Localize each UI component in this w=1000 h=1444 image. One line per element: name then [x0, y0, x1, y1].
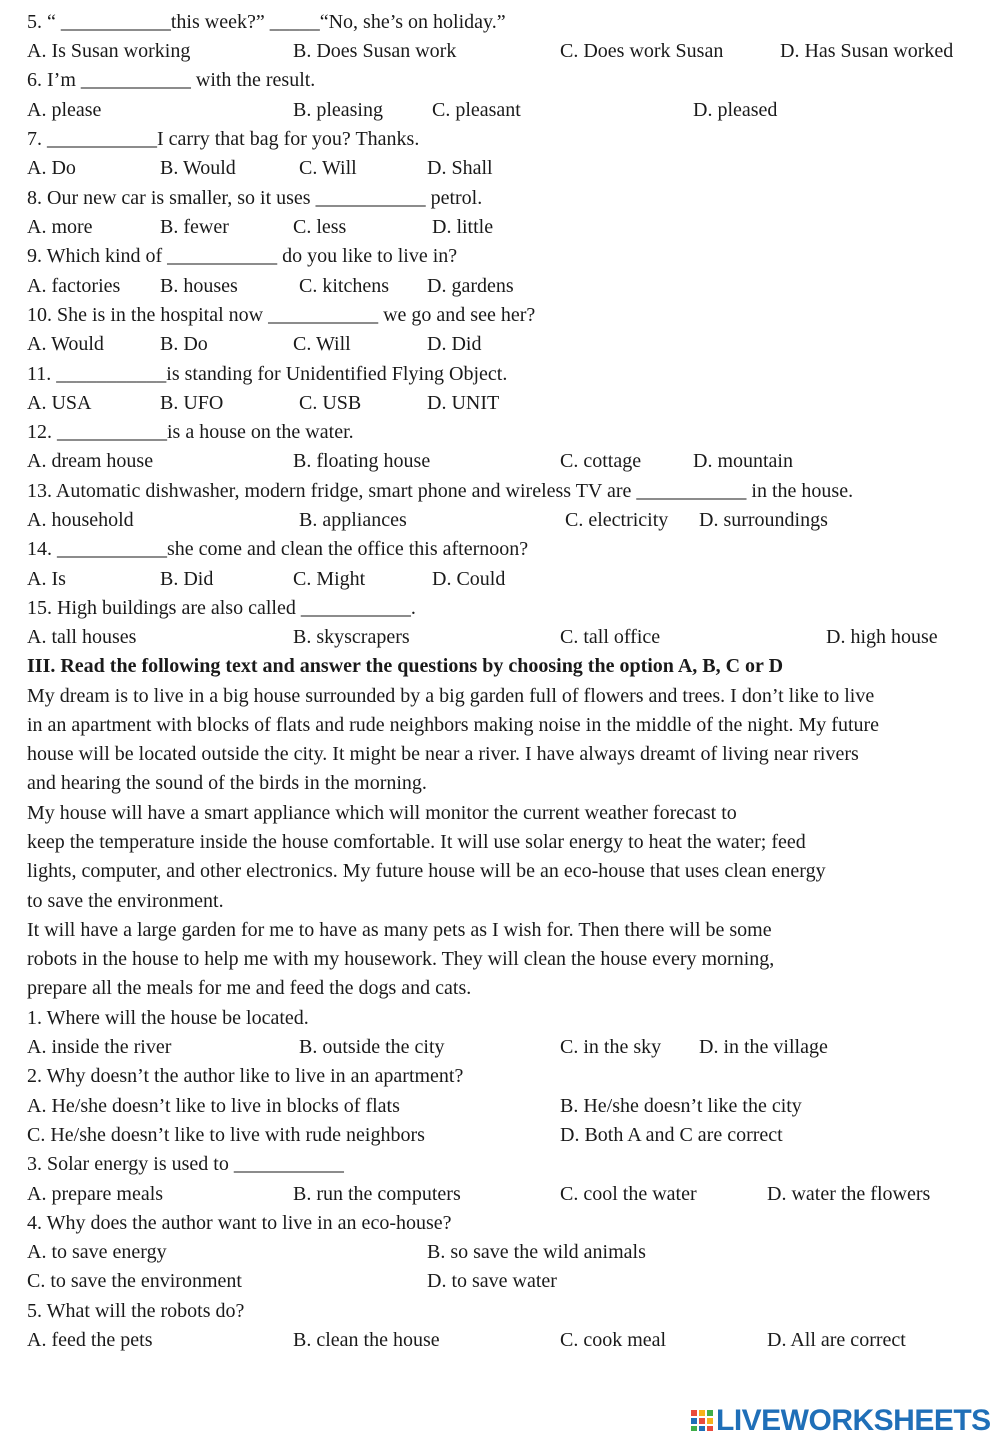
option-b[interactable]: B. Does Susan work	[293, 40, 457, 62]
option-b[interactable]: B. floating house	[293, 450, 431, 472]
option-c[interactable]: C. Might	[293, 568, 366, 590]
question-stem: 7. ___________I carry that bag for you? Thanks.	[27, 128, 420, 150]
passage-line: My house will have a smart appliance which will monitor the current weather forecast to	[27, 802, 737, 824]
option-c[interactable]: C. cool the water	[560, 1183, 697, 1205]
option-a[interactable]: A. prepare meals	[27, 1183, 164, 1205]
option-d[interactable]: D. Has Susan worked	[780, 40, 954, 62]
question-stem: 6. I’m ___________ with the result.	[27, 69, 316, 91]
question-stem: 12. ___________is a house on the water.	[27, 421, 354, 443]
option-b[interactable]: B. run the computers	[293, 1183, 461, 1205]
option-b[interactable]: B. so save the wild animals	[427, 1241, 646, 1263]
question-stem: 10. She is in the hospital now ___________ we go and see her?	[27, 304, 536, 326]
option-c[interactable]: C. Will	[299, 157, 357, 179]
option-a[interactable]: A. tall houses	[27, 626, 137, 648]
section-heading: III. Read the following text and answer the questions by choosing the option A, B, C or D	[27, 655, 784, 677]
passage-line: It will have a large garden for me to have as many pets as I wish for. Then there will be some	[27, 919, 772, 941]
option-d[interactable]: D. pleased	[693, 99, 778, 121]
option-a[interactable]: A. more	[27, 216, 93, 238]
passage-line: robots in the house to help me with my housework. They will clean the house every morning,	[27, 948, 775, 970]
question-stem: 8. Our new car is smaller, so it uses ___________ petrol.	[27, 187, 483, 209]
option-a[interactable]: A. inside the river	[27, 1036, 172, 1058]
question-stem: 4. Why does the author want to live in an eco-house?	[27, 1212, 452, 1234]
passage-line: in an apartment with blocks of flats and rude neighbors making noise in the middle of the night. My future	[27, 714, 880, 736]
option-b[interactable]: B. skyscrapers	[293, 626, 410, 648]
option-c[interactable]: C. He/she doesn’t like to live with rude neighbors	[27, 1124, 425, 1146]
option-a[interactable]: A. Do	[27, 157, 76, 179]
option-c[interactable]: C. Will	[293, 333, 351, 355]
option-c[interactable]: C. cook meal	[560, 1329, 667, 1351]
option-b[interactable]: B. pleasing	[293, 99, 383, 121]
option-a[interactable]: A. Is Susan working	[27, 40, 191, 62]
option-b[interactable]: B. UFO	[160, 392, 224, 414]
passage-line: and hearing the sound of the birds in the morning.	[27, 772, 427, 794]
question-stem: 5. “ ___________this week?” _____“No, she’s on holiday.”	[27, 11, 506, 33]
option-c[interactable]: C. in the sky	[560, 1036, 662, 1058]
option-a[interactable]: A. USA	[27, 392, 92, 414]
passage-line: lights, computer, and other electronics. My future house will be an eco-house that uses clean energy	[27, 860, 826, 882]
option-c[interactable]: C. electricity	[565, 509, 669, 531]
question-stem: 14. ___________she come and clean the office this afternoon?	[27, 538, 529, 560]
option-b[interactable]: B. houses	[160, 275, 238, 297]
option-d[interactable]: D. Both A and C are correct	[560, 1124, 783, 1146]
option-d[interactable]: D. mountain	[693, 450, 793, 472]
option-a[interactable]: A. please	[27, 99, 102, 121]
option-a[interactable]: A. Would	[27, 333, 104, 355]
option-b[interactable]: B. appliances	[299, 509, 407, 531]
option-d[interactable]: D. Could	[432, 568, 506, 590]
question-stem: 11. ___________is standing for Unidentified Flying Object.	[27, 363, 508, 385]
question-stem: 13. Automatic dishwasher, modern fridge, smart phone and wireless TV are ___________ in the house.	[27, 480, 854, 502]
passage-line: house will be located outside the city. It might be near a river. I have always dreamt of living near rivers	[27, 743, 859, 765]
option-c[interactable]: C. to save the environment	[27, 1270, 242, 1292]
option-b[interactable]: B. outside the city	[299, 1036, 445, 1058]
option-a[interactable]: A. dream house	[27, 450, 154, 472]
passage-line: My dream is to live in a big house surrounded by a big garden full of flowers and trees. I don’t like to live	[27, 685, 875, 707]
option-d[interactable]: D. Did	[427, 333, 482, 355]
liveworksheets-brand: LIVEWORKSHEETS	[716, 1404, 991, 1437]
option-c[interactable]: C. tall office	[560, 626, 661, 648]
option-d[interactable]: D. high house	[826, 626, 938, 648]
option-c[interactable]: C. kitchens	[299, 275, 389, 297]
question-stem: 1. Where will the house be located.	[27, 1007, 309, 1029]
question-stem: 5. What will the robots do?	[27, 1300, 245, 1322]
liveworksheets-watermark	[690, 1403, 990, 1439]
option-b[interactable]: B. fewer	[160, 216, 229, 238]
option-c[interactable]: C. Does work Susan	[560, 40, 724, 62]
passage-line: keep the temperature inside the house comfortable. It will use solar energy to heat the water; feed	[27, 831, 806, 853]
option-a[interactable]: A. factories	[27, 275, 121, 297]
liveworksheets-logo-icon	[690, 1408, 714, 1432]
option-a[interactable]: A. Is	[27, 568, 66, 590]
option-c[interactable]: C. USB	[299, 392, 362, 414]
option-b[interactable]: B. Do	[160, 333, 208, 355]
option-c[interactable]: C. less	[293, 216, 347, 238]
option-b[interactable]: B. Would	[160, 157, 236, 179]
option-d[interactable]: D. UNIT	[427, 392, 500, 414]
option-a[interactable]: A. household	[27, 509, 134, 531]
option-b[interactable]: B. Did	[160, 568, 214, 590]
option-d[interactable]: D. gardens	[427, 275, 514, 297]
option-a[interactable]: A. He/she doesn’t like to live in blocks of flats	[27, 1095, 400, 1117]
option-d[interactable]: D. water the flowers	[767, 1183, 931, 1205]
question-stem: 2. Why doesn’t the author like to live in an apartment?	[27, 1065, 464, 1087]
option-a[interactable]: A. feed the pets	[27, 1329, 153, 1351]
passage-line: prepare all the meals for me and feed the dogs and cats.	[27, 977, 472, 999]
option-d[interactable]: D. to save water	[427, 1270, 557, 1292]
option-a[interactable]: A. to save energy	[27, 1241, 167, 1263]
option-d[interactable]: D. little	[432, 216, 494, 238]
question-stem: 15. High buildings are also called ___________.	[27, 597, 416, 619]
option-d[interactable]: D. Shall	[427, 157, 493, 179]
option-b[interactable]: B. He/she doesn’t like the city	[560, 1095, 802, 1117]
passage-line: to save the environment.	[27, 890, 224, 912]
option-d[interactable]: D. All are correct	[767, 1329, 906, 1351]
question-stem: 9. Which kind of ___________ do you like to live in?	[27, 245, 458, 267]
question-stem: 3. Solar energy is used to ___________	[27, 1153, 344, 1175]
option-b[interactable]: B. clean the house	[293, 1329, 440, 1351]
option-d[interactable]: D. in the village	[699, 1036, 828, 1058]
option-c[interactable]: C. pleasant	[432, 99, 521, 121]
option-d[interactable]: D. surroundings	[699, 509, 828, 531]
option-c[interactable]: C. cottage	[560, 450, 642, 472]
